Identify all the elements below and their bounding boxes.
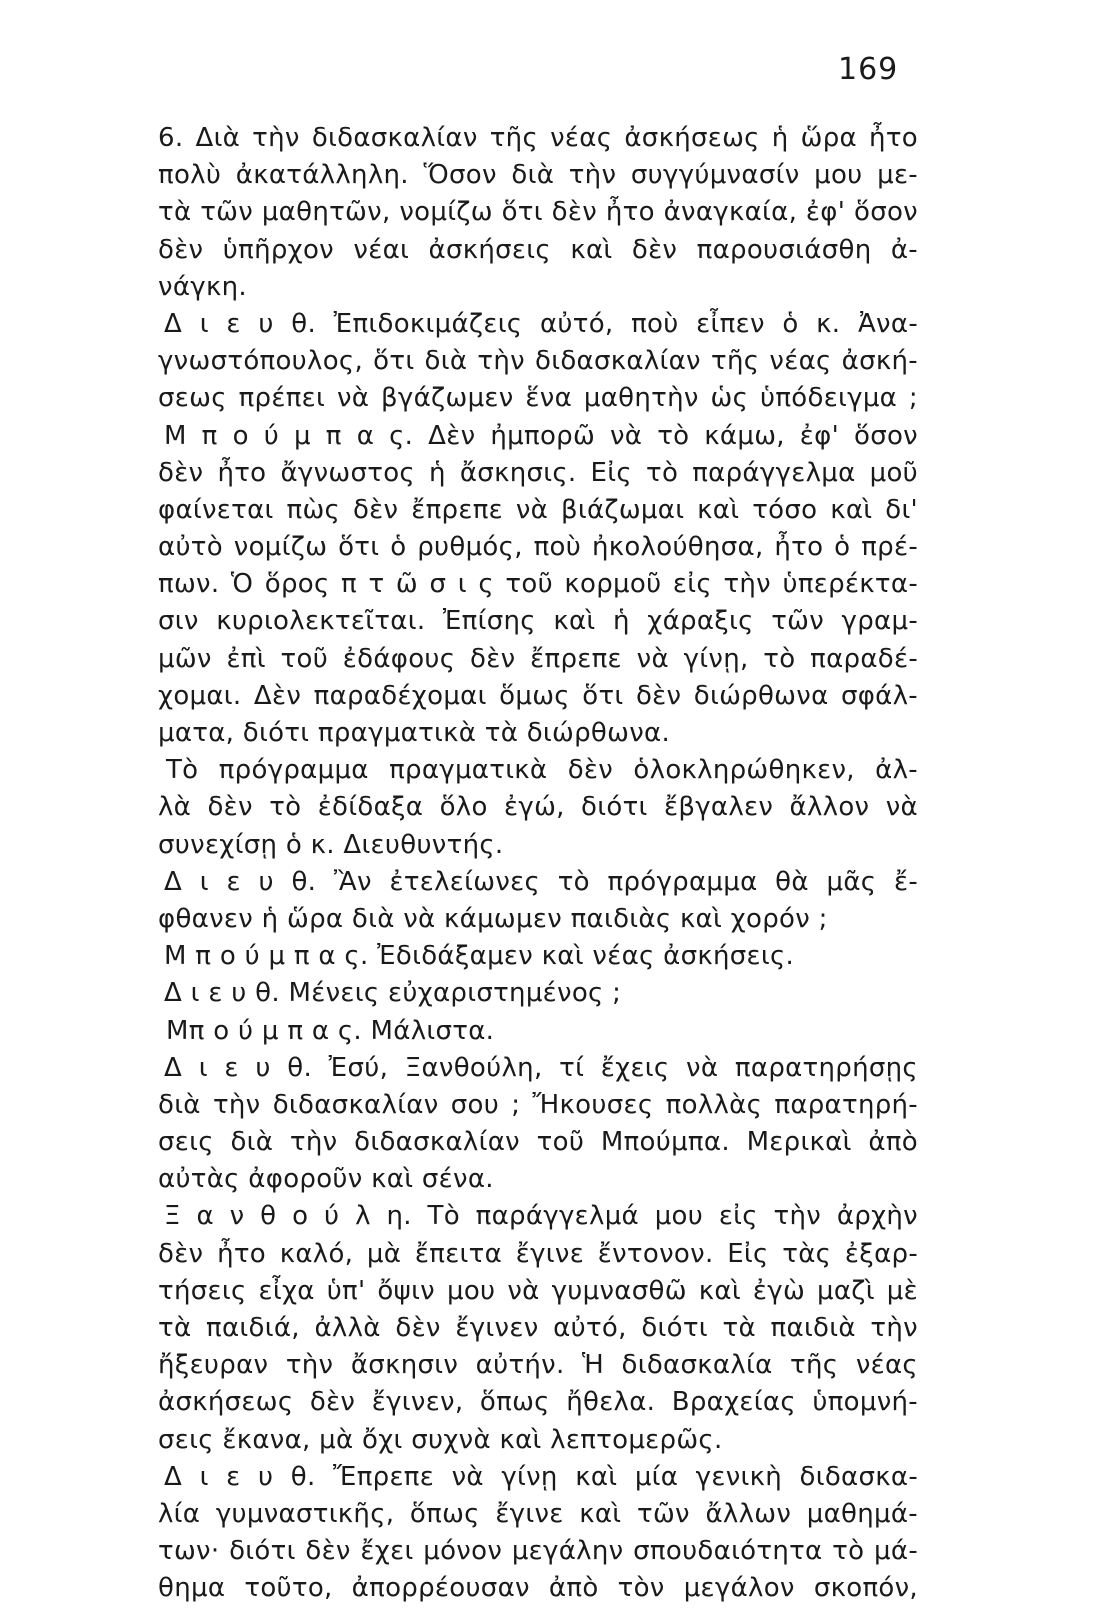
text-line: Δ ι ε υ θ. Ἂν ἐτελείωνες τὸ πρόγραμμα θὰ μᾶς ἔ- xyxy=(164,866,918,897)
text-line: Δ ι ε υ θ. Ἐσύ, Ξανθούλη, τί ἔχεις νὰ παρατηρήσῃς xyxy=(164,1052,918,1083)
text-line: 6. Διὰ τὴν διδασκαλίαν τῆς νέας ἀσκήσεως ἡ ὥρα ἦτο xyxy=(158,123,918,153)
text-line: τὰ παιδιά, ἀλλὰ δὲν ἔγινεν αὐτό, διότι τὰ παιδιὰ τὴν xyxy=(158,1313,918,1343)
text-line: μῶν ἐπὶ τοῦ ἐδάφους δὲν ἔπρεπε νὰ γίνῃ, τὸ παραδέ- xyxy=(158,643,918,674)
text-line: τήσεις εἶχα ὑπ' ὄψιν μου νὰ γυμνασθῶ καὶ ἐγὼ μαζὶ μὲ xyxy=(158,1275,918,1306)
text-line: Μπ ο ύ μ π α ς. Μάλιστα. xyxy=(166,1015,495,1046)
text-line: Δ ι ε υ θ. Μένεις εὐχαριστημένος ; xyxy=(164,978,622,1009)
text-line: σεις διὰ τὴν διδασκαλίαν τοῦ Μπούμπα. Μερικαὶ ἀπὸ xyxy=(158,1127,918,1158)
text-line: ἀσκήσεως δὲν ἔγινεν, ὅπως ἤθελα. Βραχείας ὑπομνή- xyxy=(158,1387,918,1418)
text-line: Μ π ο ύ μ π α ς. Δὲν ἠμπορῶ νὰ τὸ κάμω, ἐφ' ὅσον xyxy=(164,420,918,451)
text-line: συνεχίσῃ ὁ κ. Διευθυντής. xyxy=(158,829,504,860)
text-line: σεως πρέπει νὰ βγάζωμεν ἕνα μαθητὴν ὡς ὑπόδειγμα ; xyxy=(158,383,918,414)
text-line: λία γυμναστικῆς, ὅπως ἔγινε καὶ τῶν ἄλλων μαθημά- xyxy=(158,1498,918,1529)
text-line: Ξ α ν θ ο ύ λ η. Τὸ παράγγελμά μου εἰς τὴν ἀρχὴν xyxy=(164,1201,918,1232)
text-line: θημα τοῦτο, ἀπορρέουσαν ἀπὸ τὸν μεγάλον σκοπόν, xyxy=(158,1573,918,1604)
text-line: φθανεν ἡ ὥρα διὰ νὰ κάμωμεν παιδιὰς καὶ χορόν ; xyxy=(158,903,828,934)
text-line: χομαι. Δὲν παραδέχομαι ὅμως ὅτι δὲν διώρθωνα σφάλ- xyxy=(158,680,918,711)
text-line: Τὸ πρόγραμμα πραγματικὰ δὲν ὁλοκληρώθηκεν, ἀλ- xyxy=(166,755,918,786)
text-line: δὲν ἦτο ἄγνωστος ἡ ἄσκησις. Εἰς τὸ παράγγελμα μοῦ xyxy=(158,457,918,488)
text-line: ἤξευραν τὴν ἄσκησιν αὐτήν. Ἡ διδασκαλία τῆς νέας xyxy=(158,1350,918,1381)
text-line: Δ ι ε υ θ. Ἔπρεπε νὰ γίνῃ καὶ μία γενικὴ διδασκα- xyxy=(164,1461,918,1492)
text-line: ματα, διότι πραγματικὰ τὰ διώρθωνα. xyxy=(158,718,671,748)
text-line: αὐτὰς ἀφοροῦν καὶ σένα. xyxy=(158,1164,494,1195)
page-number: 169 xyxy=(838,52,899,87)
text-line: τὰ τῶν μαθητῶν, νομίζω ὅτι δὲν ἦτο ἀναγκαία, ἐφ' ὅσον xyxy=(158,197,918,228)
text-line: φαίνεται πὼς δὲν ἔπρεπε νὰ βιάζωμαι καὶ τόσο καὶ δι' xyxy=(158,494,918,525)
text-line: σιν κυριολεκτεῖται. Ἐπίσης καὶ ἡ χάραξις τῶν γραμ- xyxy=(158,606,918,637)
text-line: σεις ἔκανα, μὰ ὄχι συχνὰ καὶ λεπτομερῶς. xyxy=(158,1424,723,1455)
text-line: διὰ τὴν διδασκαλίαν σου ; Ἤκουσες πολλὰς παρατηρή- xyxy=(158,1089,918,1120)
text-line: γνωστόπουλος, ὅτι διὰ τὴν διδασκαλίαν τῆς νέας ἀσκή- xyxy=(158,346,918,377)
text-line: πων. Ὁ ὅρος π τ ῶ σ ι ς τοῦ κορμοῦ εἰς τὴν ὑπερέκτα- xyxy=(158,569,918,600)
text-line: Μ π ο ύ μ π α ς. Ἐδιδάξαμεν καὶ νέας ἀσκήσεις. xyxy=(164,941,795,972)
text-line: Δ ι ε υ θ. Ἐπιδοκιμάζεις αὐτό, ποὺ εἶπεν ὁ κ. Ἀνα- xyxy=(164,308,918,339)
body-text xyxy=(158,120,918,1608)
text-line: δὲν ὑπῆρχον νέαι ἀσκήσεις καὶ δὲν παρουσιάσθη ἀ- xyxy=(158,234,918,265)
text-line: δὲν ἦτο καλό, μὰ ἔπειτα ἔγινε ἔντονον. Εἰς τὰς ἐξαρ- xyxy=(158,1238,918,1269)
text-line: αὐτὸ νομίζω ὅτι ὁ ρυθμός, ποὺ ἠκολούθησα, ἦτο ὁ πρέ- xyxy=(158,532,918,563)
text-line: πολὺ ἀκατάλληλη. Ὅσον διὰ τὴν συγγύμνασίν μου με- xyxy=(158,160,918,191)
text-line: των· διότι δὲν ἔχει μόνον μεγάλην σπουδαιότητα τὸ μά- xyxy=(158,1536,918,1567)
text-line: λὰ δὲν τὸ ἐδίδαξα ὅλο ἐγώ, διότι ἔβγαλεν ἄλλον νὰ xyxy=(158,792,918,823)
text-line: νάγκη. xyxy=(158,271,247,302)
